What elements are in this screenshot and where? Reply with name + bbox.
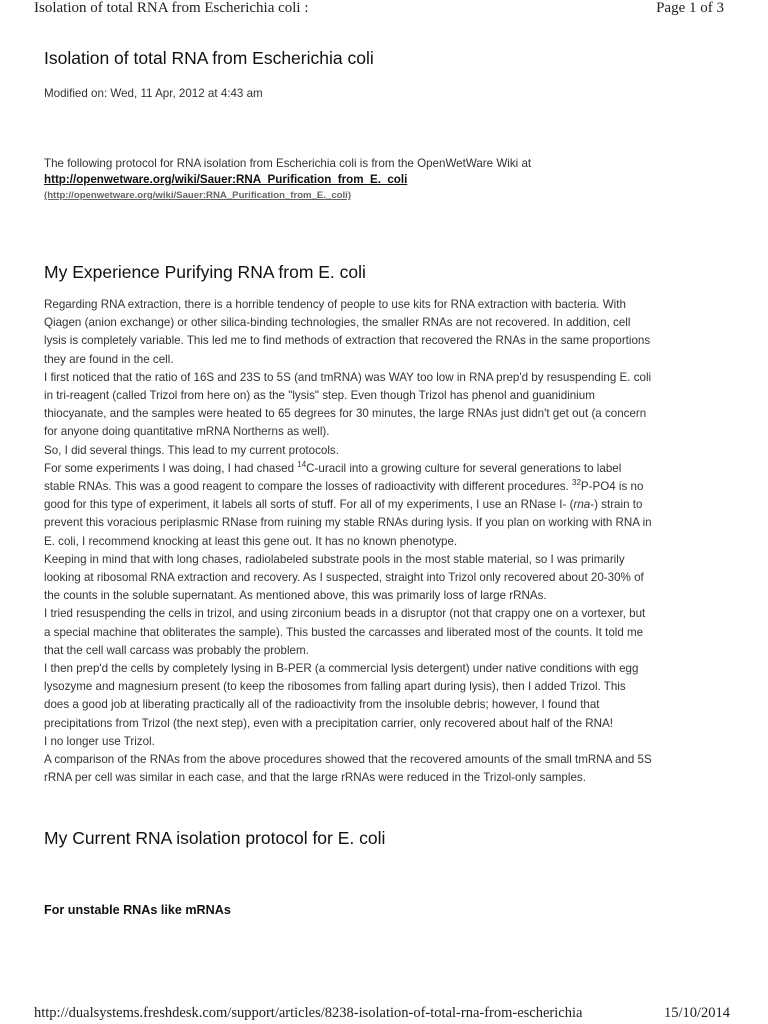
intro-paragraph <box>44 156 531 203</box>
body-line: Keeping in mind that with long chases, radiolabeled substrate pools in the most stable material, so I was primarily <box>44 552 625 566</box>
body-line: I tried resuspending the cells in trizol, and using zirconium beads in a disruptor (not that crappy one on a vortexer, but <box>44 607 646 621</box>
page-footer-date: 15/10/2014 <box>663 1005 730 1021</box>
experience-body <box>44 296 756 787</box>
section-heading-current-protocol: My Current RNA isolation protocol for E. coli <box>44 828 386 848</box>
body-line: I first noticed that the ratio of 16S and 23S to 5S (and tmRNA) was WAY too low in RNA prep'd by resuspending E. coli <box>44 370 652 384</box>
body-line-rnase <box>44 496 756 514</box>
body-line: thiocyanate, and the samples were heated to 65 degrees for 30 minutes, the large RNAs just didn't get out (a concern <box>44 407 647 421</box>
body-line: I no longer use Trizol. <box>44 734 155 748</box>
c14-post: C-uracil into a growing culture for several generations to label <box>306 461 622 475</box>
article-title: Isolation of total RNA from Escherichia coli <box>44 48 374 68</box>
body-line: the counts in the soluble supernatant. As mentioned above, this was primarily loss of large rRNAs. <box>44 589 547 603</box>
c14-pre: For some experiments I was doing, I had chased <box>44 461 298 475</box>
body-line: looking at ribosomal RNA extraction and recovery. As I suspected, straight into Trizol only recovered about 20-30% of <box>44 571 644 585</box>
page-header-page-number: Page 1 of 3 <box>656 0 724 16</box>
p32-superscript: 32 <box>572 478 581 488</box>
subheading-unstable-rnas: For unstable RNAs like mRNAs <box>44 903 231 917</box>
body-line: lysis is completely variable. This led me to find methods of extraction that recovered the RNAs in the same proportions <box>44 334 651 348</box>
body-line: they are found in the cell. <box>44 352 174 366</box>
body-line: in tri-reagent (called Trizol from here on) as the "lysis" step. Even though Trizol has phenol and guanidinium <box>44 389 595 403</box>
page-footer-url: http://dualsystems.freshdesk.com/support/articles/8238-isolation-of-total-rna-from-escherichia <box>34 1005 583 1021</box>
body-line: rRNA per cell was similar in each case, and that the large rRNAs were reduced in the Trizol-only samples. <box>44 771 586 785</box>
p32-pre: stable RNAs. This was a good reagent to compare the losses of radioactivity with different procedures. <box>44 480 573 494</box>
p32-post: P-PO4 is no <box>580 480 644 494</box>
body-line: does a good job at liberating practically all of the radioactivity from the insoluble debris; however, I found that <box>44 698 600 712</box>
rnase-pre: good for this type of experiment, it labels all sorts of stuff. For all of my experiments, I use an RNase I- ( <box>44 498 574 512</box>
modified-date: Modified on: Wed, 11 Apr, 2012 at 4:43 am <box>44 87 263 100</box>
c14-superscript: 14 <box>297 459 307 469</box>
body-line: A comparison of the RNAs from the above procedures showed that the recovered amounts of the small tmRNA and 5S <box>44 753 652 767</box>
body-line: So, I did several things. This lead to my current protocols. <box>44 443 339 457</box>
body-line-c14 <box>44 460 756 478</box>
rnase-post: -) strain to <box>590 498 643 512</box>
openwetware-link[interactable]: http://openwetware.org/wiki/Sauer:RNA_Purification_from_E._coli <box>44 173 408 186</box>
body-line: that the cell wall carcass was probably the problem. <box>44 643 309 657</box>
intro-text: The following protocol for RNA isolation from Escherichia coli is from the OpenWetWare Wiki at <box>44 157 532 170</box>
openwetware-link-url[interactable]: (http://openwetware.org/wiki/Sauer:RNA_Purification_from_E._coli) <box>44 190 352 201</box>
body-line-p32 <box>44 478 756 496</box>
section-heading-experience: My Experience Purifying RNA from E. coli <box>44 262 366 282</box>
body-line: I then prep'd the cells by completely lysing in B-PER (a commercial lysis detergent) under native conditions with egg <box>44 662 639 676</box>
body-line: precipitations from Trizol (the next step), even with a precipitation carrier, only recovered about half of the RNA! <box>44 716 614 730</box>
body-line: E. coli, I recommend knocking at least this gene out. It has no known phenotype. <box>44 534 458 548</box>
page-header-title: Isolation of total RNA from Escherichia coli : <box>34 0 309 16</box>
body-line: Regarding RNA extraction, there is a horrible tendency of people to use kits for RNA extraction with bacteria. With <box>44 298 626 311</box>
body-line: prevent this voracious periplasmic RNase from ruining my stable RNAs during lysis. If you plan on working with RNA in <box>44 516 652 530</box>
body-line: Qiagen (anion exchange) or other silica-binding technologies, the smaller RNAs are not recovered. In addition, cell <box>44 316 631 330</box>
rnase-italic: rna <box>573 498 591 512</box>
body-line: a special machine that obliterates the sample). This busted the carcasses and liberated most of the counts. It told me <box>44 625 644 639</box>
body-line: lysozyme and magnesium present (to keep the ribosomes from falling apart during lysis), then I added Trizol. This <box>44 680 626 694</box>
body-line: for anyone doing quantitative mRNA Northerns as well). <box>44 425 330 439</box>
